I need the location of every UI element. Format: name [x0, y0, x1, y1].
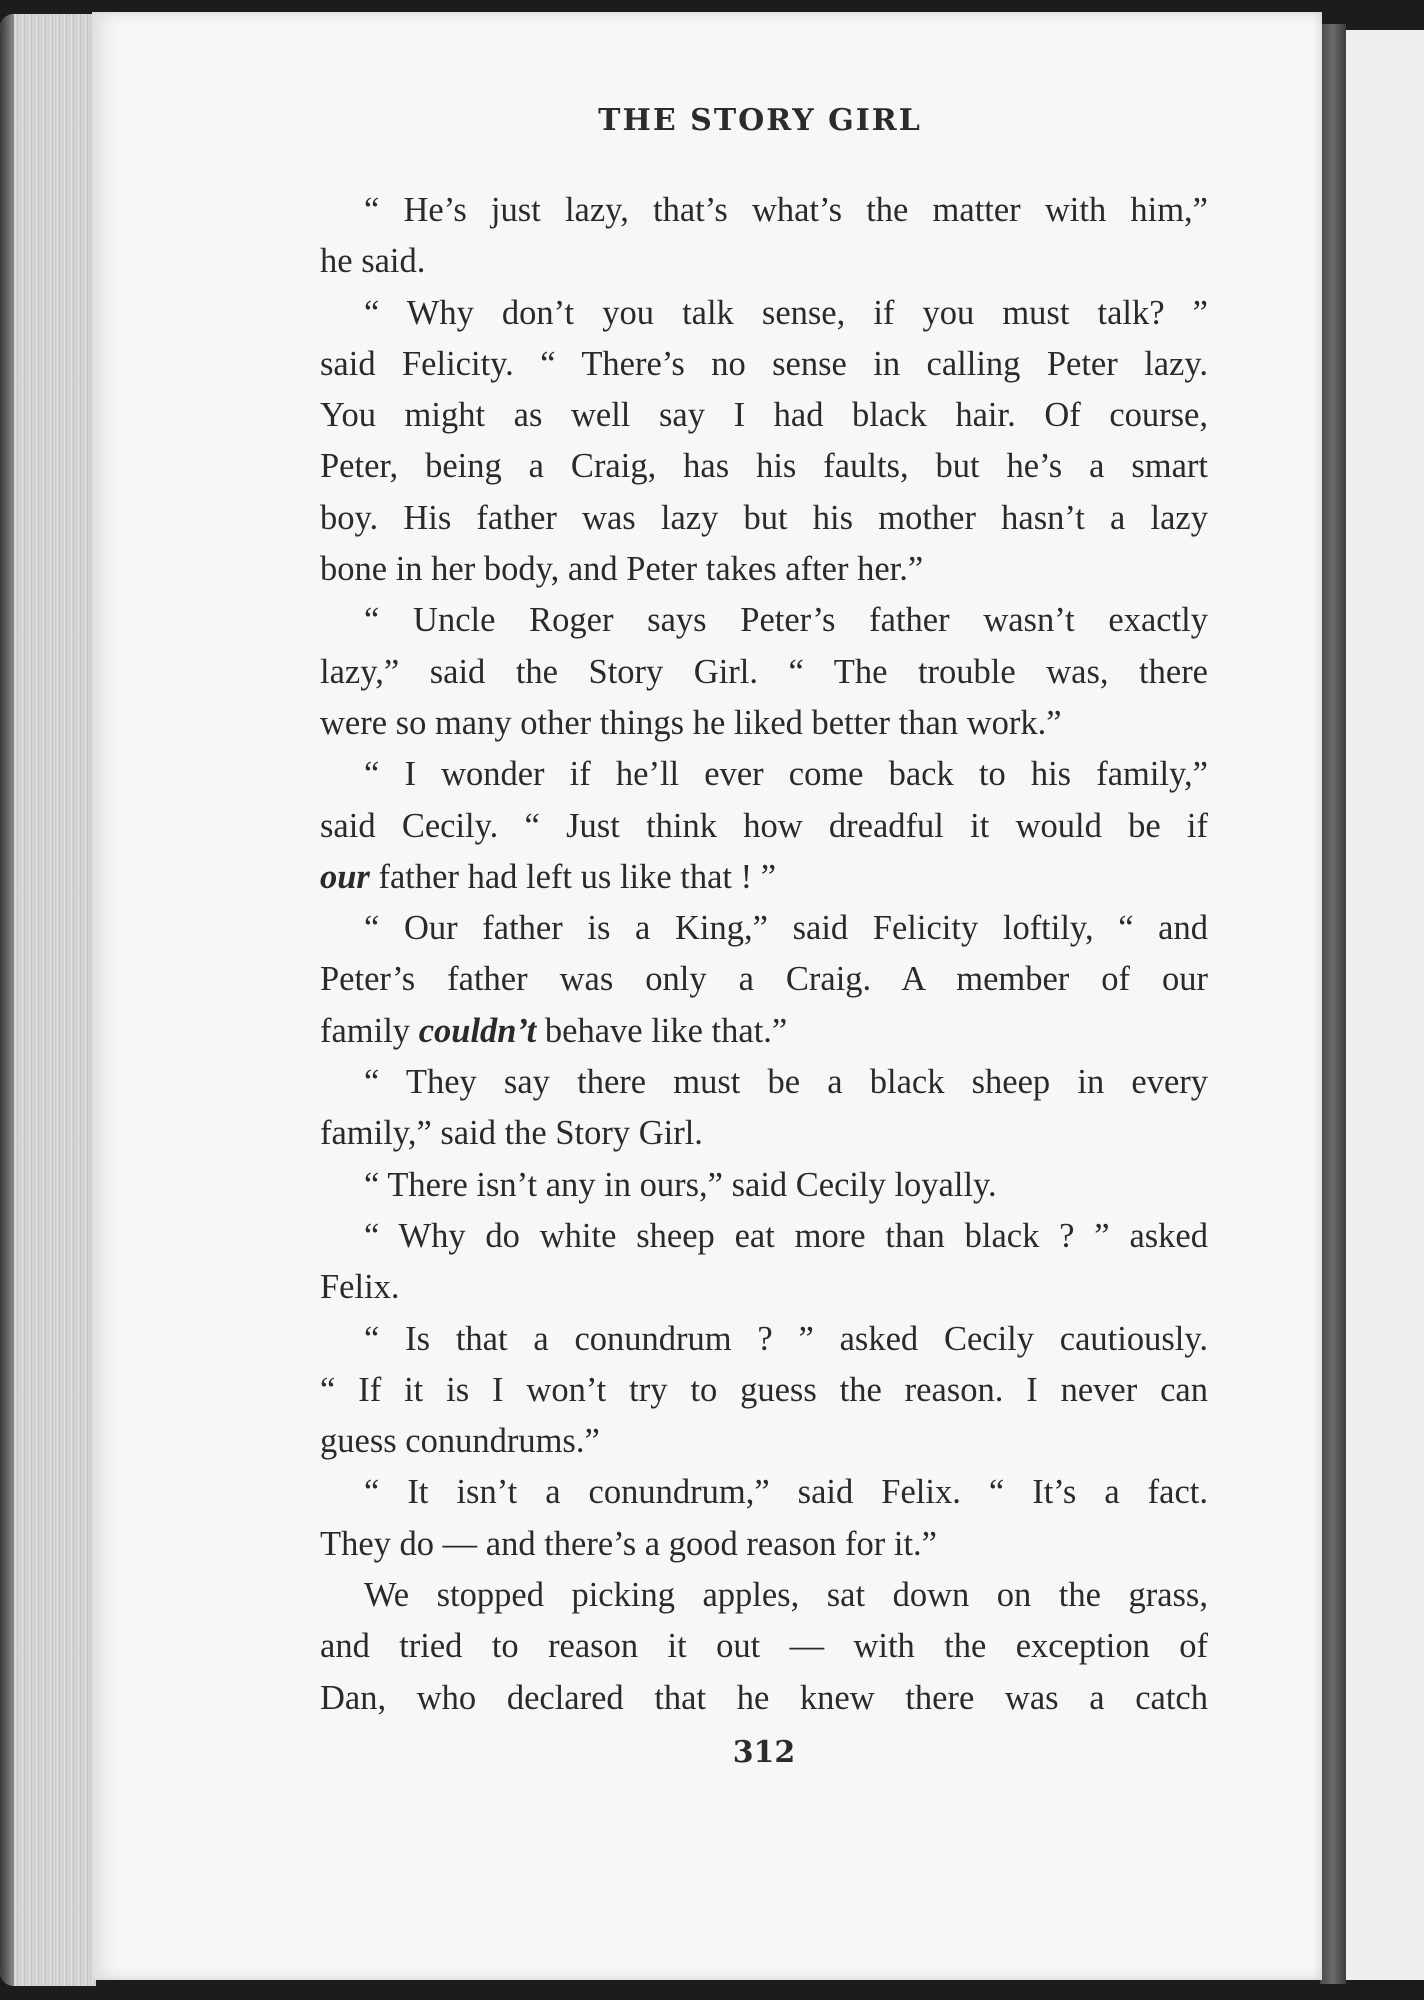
text-line: “ There isn’t any in ours,” said Cecily loyally.	[364, 1165, 997, 1204]
text-line: “ If it is I won’t try to guess the reason. I never can	[320, 1370, 1208, 1409]
emphasized-word: our	[320, 857, 370, 896]
text-line: “ Why do white sheep eat more than black ? ” asked	[364, 1216, 1208, 1255]
paragraph	[320, 1467, 1208, 1570]
paragraph	[320, 1057, 1208, 1160]
text-line: “ He’s just lazy, that’s what’s the matter with him,”	[364, 191, 1208, 229]
text-line: bone in her body, and Peter takes after her.”	[320, 550, 924, 589]
text-line	[320, 852, 1208, 903]
book-page-edges	[0, 14, 96, 1986]
text-line: boy. His father was lazy but his mother hasn’t a lazy	[320, 498, 1208, 537]
next-page-edge	[1346, 30, 1424, 1980]
paragraph	[320, 1160, 1208, 1211]
text-line: said Felicity. “ There’s no sense in calling Peter lazy.	[320, 344, 1208, 383]
paragraph	[320, 1314, 1208, 1468]
text-line: They do — and there’s a good reason for it.”	[320, 1524, 937, 1563]
text-line: “ Our father is a King,” said Felicity loftily, “ and	[364, 909, 1208, 948]
text-line: We stopped picking apples, sat down on the grass,	[364, 1576, 1208, 1615]
text-line: “ Is that a conundrum ? ” asked Cecily cautiously.	[364, 1319, 1208, 1358]
text-line: Felix.	[320, 1268, 400, 1307]
text-line: “ They say there must be a black sheep in every	[364, 1063, 1208, 1102]
text-line: You might as well say I had black hair. Of course,	[320, 396, 1208, 435]
text-line: “ Why don’t you talk sense, if you must talk? ”	[364, 293, 1208, 332]
text-line: said Cecily. “ Just think how dreadful it would be if	[320, 806, 1208, 845]
running-head: THE STORY GIRL	[598, 103, 922, 138]
text-line: were so many other things he liked better than work.”	[320, 703, 1062, 742]
paragraph	[320, 288, 1208, 596]
text-segment: behave like that.”	[536, 1011, 788, 1050]
text-line: “ It isn’t a conundrum,” said Felix. “ It’s a fact.	[364, 1473, 1208, 1512]
text-line: Peter’s father was only a Craig. A member of our	[320, 960, 1208, 999]
text-line: guess conundrums.”	[320, 1422, 600, 1461]
paragraph	[320, 749, 1208, 903]
page-number: 312	[732, 1735, 796, 1770]
paragraph	[320, 1211, 1208, 1314]
text-line: he said.	[320, 242, 426, 281]
paragraph	[320, 595, 1208, 749]
text-segment: family	[320, 1011, 419, 1050]
book-cover-edge	[1320, 24, 1346, 1984]
text-line: “ I wonder if he’ll ever come back to his family,”	[364, 755, 1208, 794]
page-body-text	[320, 185, 1208, 1724]
paragraph	[320, 903, 1208, 1057]
paragraph	[320, 185, 1208, 288]
text-line	[320, 1006, 1208, 1057]
text-line: lazy,” said the Story Girl. “ The trouble was, there	[320, 652, 1208, 691]
paragraph	[320, 1570, 1208, 1724]
text-line: “ Uncle Roger says Peter’s father wasn’t exactly	[364, 601, 1208, 640]
text-line: Dan, who declared that he knew there was a catch	[320, 1678, 1208, 1717]
text-line: Peter, being a Craig, has his faults, but he’s a smart	[320, 447, 1208, 486]
text-line: family,” said the Story Girl.	[320, 1114, 703, 1153]
text-line: and tried to reason it out — with the exception of	[320, 1627, 1208, 1666]
text-segment: father had left us like that ! ”	[369, 857, 777, 896]
emphasized-word: couldn’t	[418, 1011, 537, 1050]
